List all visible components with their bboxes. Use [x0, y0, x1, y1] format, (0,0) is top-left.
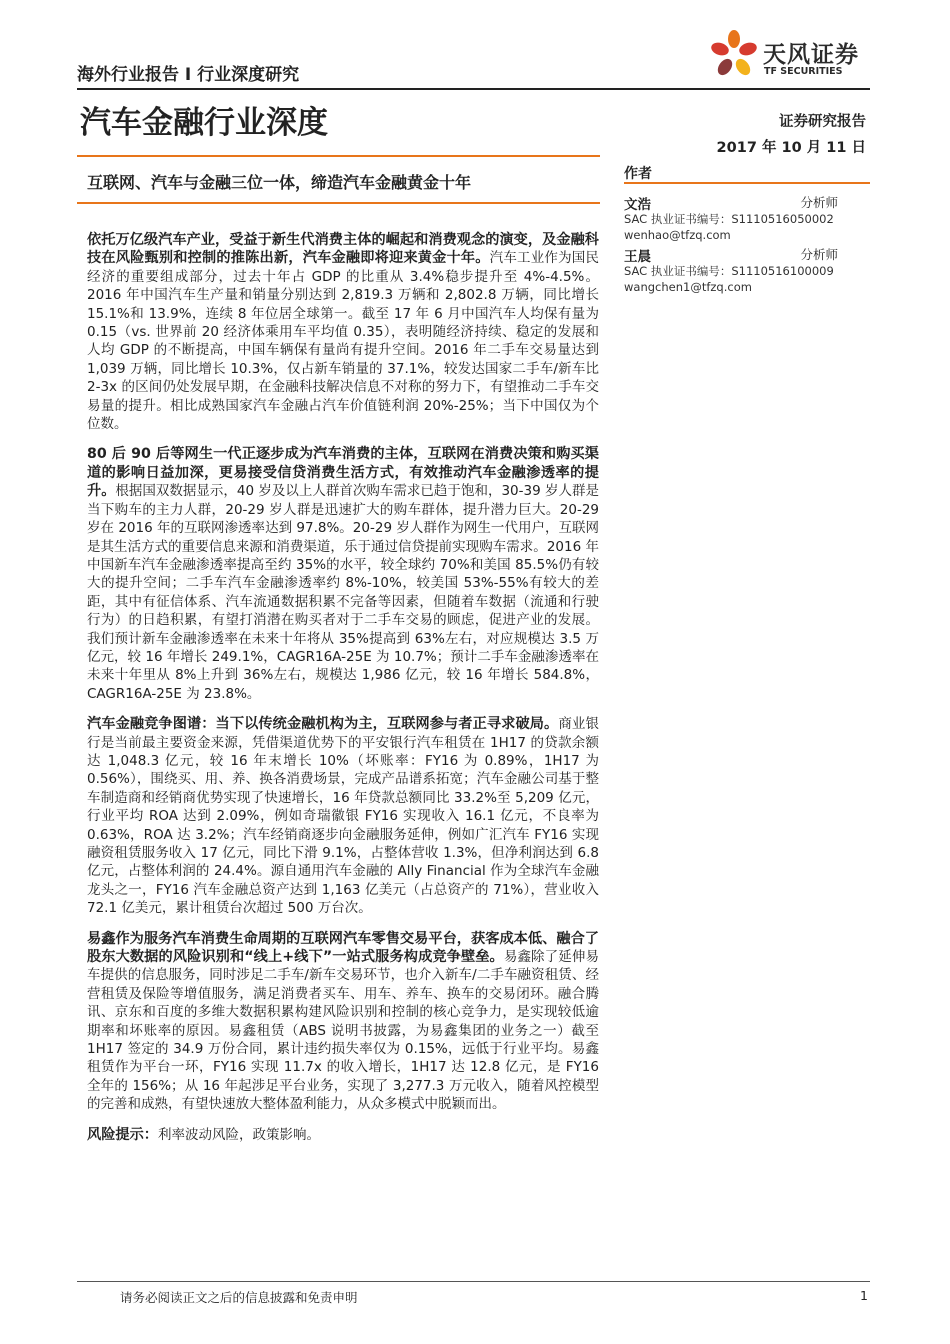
footer-divider: [77, 1281, 870, 1282]
report-date: 2017 年 10 月 11 日: [716, 140, 866, 156]
summary-paragraph: [87, 231, 599, 433]
author-block: [624, 245, 870, 295]
paragraph-text: 易鑫除了延伸易车提供的信息服务，同时涉足二手车/新车交易环节，也介入新车/二手车融资租赁、经营租赁及保险等增值服务，满足消费者买车、用车、养车、换车的交易闭环。融合腾讯、京东和百度的多维大数据积累构建风险识别和控制的核心竞争力，是实现较低逾期率和坏账率的原因。易鑫租赁（ABS 说明书披露，为易鑫集团的业务之一）截至 1H17 签定的 34.9 万份合同，累计违约损失率仅为 0.15%，远低于行业平均。易鑫租赁作为平台一环，FY16 实现 11.7x 的收入增长，1H17 达 12.8 亿元，是 FY16 全年的 156%；从 16 年起涉足平台业务，实现了 3,277.3 万元收入，随着风控模型的完善和成熟，有望快速放大整体盈利能力，从众多模式中脱颖而出。: [87, 949, 599, 1113]
paragraph-lead: 易鑫作为服务汽车消费生命周期的互联网汽车零售交易平台，获客成本低、融合了股东大数据的风险识别和“线上+线下”一站式服务构成竞争壁垒。: [87, 930, 599, 966]
report-subtitle: 互联网、汽车与金融三位一体，缔造汽车金融黄金十年: [87, 173, 472, 192]
subtitle-top-rule: [77, 155, 600, 157]
author-name: 王晨: [624, 249, 651, 265]
disclaimer-note: 请务必阅读正文之后的信息披露和免责申明: [120, 1290, 358, 1305]
author-role: 分析师: [800, 247, 838, 262]
paragraph-lead: 80 后 90 后等网生一代正逐步成为汽车消费的主体，互联网在消费决策和购买渠道的影响日益加深，更易接受信贷消费生活方式，有效推动汽车金融渗透率的提升。: [87, 446, 599, 500]
paragraph-lead: 汽车金融竞争图谱：当下以传统金融机构为主，互联网参与者正寻求破局。: [87, 716, 559, 733]
report-type: 证券研究报告: [779, 114, 866, 130]
summary-paragraph: [87, 715, 599, 917]
risk-paragraph: [87, 1126, 599, 1144]
logo-name-cn: 天风证券: [763, 42, 859, 68]
authors-rule: [624, 182, 870, 184]
page-title: 汽车金融行业深度: [80, 105, 328, 141]
risk-label: 风险提示：: [87, 1126, 158, 1143]
paragraph-text: 根据国双数据显示，40 岁及以上人群首次购车需求已趋于饱和，30-39 岁人群是当下购车的主力人群，20-29 岁人群是迅速扩大的购车群体，提升潜力巨大。20-29 岁在 2016 年的互联网渗透率达到 97.8%。20-29 岁人群作为网生一代用户，互联网是其生活方式的重要信息来源和消费渠道，乐于通过信贷提前实现购车需求。2016 年中国新车汽车金融渗透率提高至约 35%的水平，较全球约 70%和美国 85.5%仍有较大的提升空间；二手车汽车金融渗透率约 8%-10%，较美国 53%-55%有较大的差距，其中有征信体系、汽车流通数据积累不完备等因素，但随着车数据（流通和行驶行为）的日趋积累，有望打消潜在购买者对于二手车交易的顾虑，促进产业的发展。我们预计新车金融渗透率在未来十年将从 35%提高到 63%左右，对应规模达 3.5 万亿元，较 16 年增长 249.1%，CAGR16A-25E 为 10.7%；预计二手车金融渗透率在未来十年里从 8%上升到 36%左右，规模达 1,986 亿元，较 16 年增长 584.8%，CAGR16A-25E 为 23.8%。: [87, 483, 599, 702]
author-block: [624, 193, 870, 243]
summary-paragraph: [87, 445, 599, 703]
logo-name-en: TF SECURITIES: [764, 66, 843, 77]
report-series: 海外行业报告 I 行业深度研究: [77, 65, 300, 85]
author-cert: SAC 执业证书编号：S1110516100009: [624, 264, 834, 278]
author-name: 文浩: [624, 197, 651, 213]
author-cert: SAC 执业证书编号：S1110516050002: [624, 212, 834, 226]
authors-heading: 作者: [624, 166, 652, 182]
paragraph-text: 汽车工业作为国民经济的重要组成部分，过去十年占 GDP 的比重从 3.4%稳步提升至 4%-4.5%。2016 年中国汽车生产量和销量分别达到 2,819.3 万辆和 2,802.8 万辆，同比增长 15.1%和 13.9%，连续 8 年位居全球第一。截至 17 年 6 月中国汽车人均保有量为 0.15（vs. 世界前 20 经济体乘用车平均值 0.35），表明随经济持续、稳定的发展和人均 GDP 的不断提高，中国车辆保有量尚有提升空间。2016 年二手车交易量达到 1,039 万辆，同比增长 10.3%，仅占新车销量的 37.1%，较发达国家二手车/新车比 2-3x 的区间仍处发展早期，在金融科技解决信息不对称的努力下，有望推动二手车交易量的提升。相比成熟国家汽车金融占汽车价值链利润 20%-25%；当下中国仅为个位数。: [87, 250, 599, 433]
author-email[interactable]: wangchen1@tfzq.com: [624, 280, 752, 294]
page-number: 1: [860, 1288, 868, 1303]
author-role: 分析师: [800, 195, 838, 210]
risk-text: 利率波动风险，政策影响。: [157, 1126, 320, 1143]
paragraph-text: 商业银行是当前最主要资金来源，凭借渠道优势下的平安银行汽车租赁在 1H17 的贷款余额达 1,048.3 亿元，较 16 年末增长 10%（坏账率：FY16 为 0.89%，1H17 为 0.56%），围绕买、用、养、换各消费场景，完成产品谱系拓宽；汽车金融公司基于整车制造商和经销商优势实现了快速增长，16 年贷款总额同比 33.2%至 5,209 亿元，行业平均 ROA 达到 2.09%，例如奇瑞徽银 FY16 实现收入 16.1 亿元，不良率为 0.63%，ROA 达 3.2%；汽车经销商逐步向金融服务延伸，例如广汇汽车 FY16 实现融资租赁服务收入 17 亿元，同比下滑 9.1%，占整体营收 1.3%，但净利润达到 6.8 亿元，占整体利润的 24.4%。源自通用汽车金融的 Ally Financial 作为全球汽车金融龙头之一，FY16 汽车金融总资产达到 1,163 亿美元（占总资产的 71%），营业收入 72.1 亿美元，累计租赁台次超过 500 万台次。: [87, 716, 600, 917]
author-email[interactable]: wenhao@tfzq.com: [624, 228, 731, 242]
subtitle-bottom-rule: [77, 202, 600, 204]
summary-paragraph: [87, 930, 599, 1114]
report-summary: [87, 231, 599, 1156]
paragraph-lead: 依托万亿级汽车产业，受益于新生代消费主体的崛起和消费观念的演变，及金融科技在风险甄别和控制的推陈出新，汽车金融即将迎来黄金十年。: [87, 232, 599, 267]
header-divider: [77, 88, 870, 90]
